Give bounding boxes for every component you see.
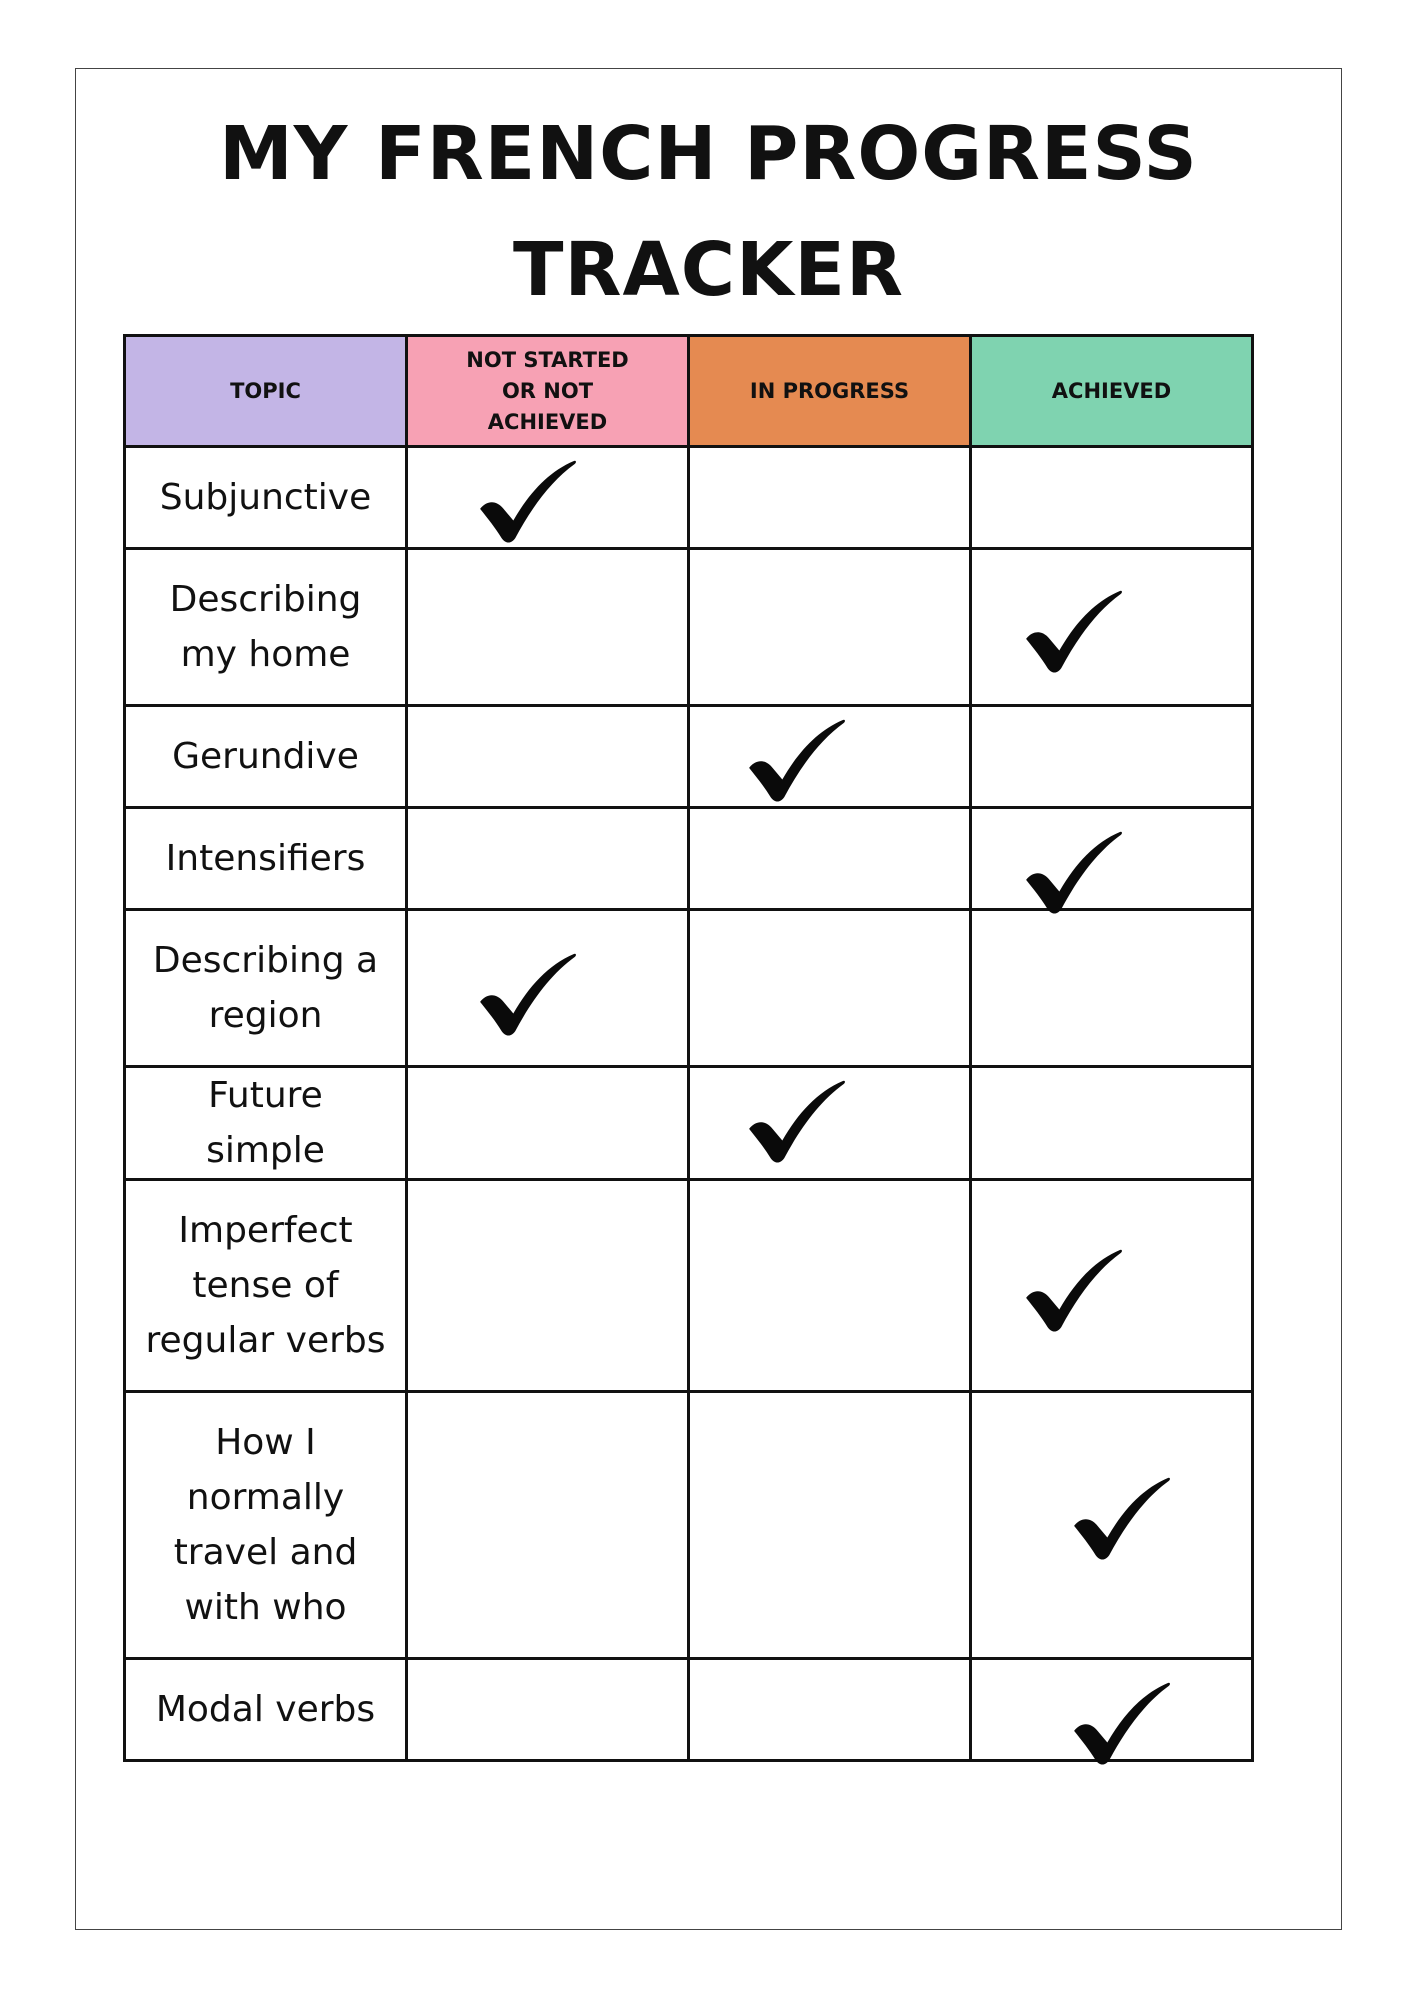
topic-cell	[125, 1067, 407, 1180]
in-progress-cell	[689, 447, 971, 549]
achieved-cell	[971, 1180, 1253, 1392]
table-row	[125, 706, 1253, 808]
header-not-started: NOT STARTED OR NOT ACHIEVED	[407, 336, 689, 447]
topic-cell	[125, 1392, 407, 1659]
checkmark-icon	[478, 460, 576, 544]
achieved-cell	[971, 1067, 1253, 1180]
topic-cell	[125, 447, 407, 549]
topic-label: Subjunctive	[159, 477, 372, 518]
achieved-cell	[971, 706, 1253, 808]
checkmark-icon	[1072, 1477, 1170, 1561]
achieved-cell	[971, 447, 1253, 549]
table-row	[125, 1659, 1253, 1761]
header-achieved: ACHIEVED	[971, 336, 1253, 447]
achieved-cell	[971, 1659, 1253, 1761]
topic-label: Intensifiers	[165, 838, 366, 879]
topic-label: Imperfect tense of regular verbs	[145, 1210, 386, 1361]
topic-label: How I normally travel and with who	[173, 1422, 358, 1628]
in-progress-cell	[689, 1067, 971, 1180]
not-started-cell	[407, 447, 689, 549]
checkmark-icon	[747, 1080, 845, 1164]
table-row	[125, 549, 1253, 706]
in-progress-cell	[689, 549, 971, 706]
checkmark-icon	[1024, 1249, 1122, 1333]
topic-label: Future simple	[206, 1075, 325, 1171]
in-progress-cell	[689, 1392, 971, 1659]
progress-table	[123, 334, 1254, 1762]
topic-cell	[125, 1659, 407, 1761]
table-row	[125, 447, 1253, 549]
topic-cell	[125, 808, 407, 910]
page-title	[75, 96, 1342, 328]
checkmark-icon	[1024, 831, 1122, 915]
title-line-2: TRACKER	[513, 227, 904, 313]
table-row	[125, 1067, 1253, 1180]
topic-label: Describing my home	[169, 579, 362, 675]
table-row	[125, 910, 1253, 1067]
topic-cell	[125, 910, 407, 1067]
checkmark-icon	[747, 719, 845, 803]
in-progress-cell	[689, 706, 971, 808]
checkmark-icon	[1072, 1682, 1170, 1766]
table-row	[125, 808, 1253, 910]
table-row	[125, 1392, 1253, 1659]
not-started-cell	[407, 549, 689, 706]
topic-label: Modal verbs	[155, 1689, 376, 1730]
topic-label: Describing a region	[152, 940, 379, 1036]
in-progress-cell	[689, 808, 971, 910]
not-started-cell	[407, 1067, 689, 1180]
not-started-cell	[407, 1392, 689, 1659]
checkmark-icon	[478, 953, 576, 1037]
checkmark-icon	[1024, 590, 1122, 674]
achieved-cell	[971, 549, 1253, 706]
in-progress-cell	[689, 1180, 971, 1392]
topic-cell	[125, 549, 407, 706]
topic-cell	[125, 1180, 407, 1392]
title-line-1: MY FRENCH PROGRESS	[219, 111, 1198, 197]
not-started-cell	[407, 1659, 689, 1761]
not-started-cell	[407, 808, 689, 910]
achieved-cell	[971, 808, 1253, 910]
in-progress-cell	[689, 910, 971, 1067]
not-started-cell	[407, 1180, 689, 1392]
topic-cell	[125, 706, 407, 808]
achieved-cell	[971, 910, 1253, 1067]
header-in-progress: IN PROGRESS	[689, 336, 971, 447]
in-progress-cell	[689, 1659, 971, 1761]
header-topic: TOPIC	[125, 336, 407, 447]
not-started-cell	[407, 706, 689, 808]
topic-label: Gerundive	[172, 736, 359, 777]
table-row	[125, 1180, 1253, 1392]
header-row	[125, 336, 1253, 447]
not-started-cell	[407, 910, 689, 1067]
achieved-cell	[971, 1392, 1253, 1659]
